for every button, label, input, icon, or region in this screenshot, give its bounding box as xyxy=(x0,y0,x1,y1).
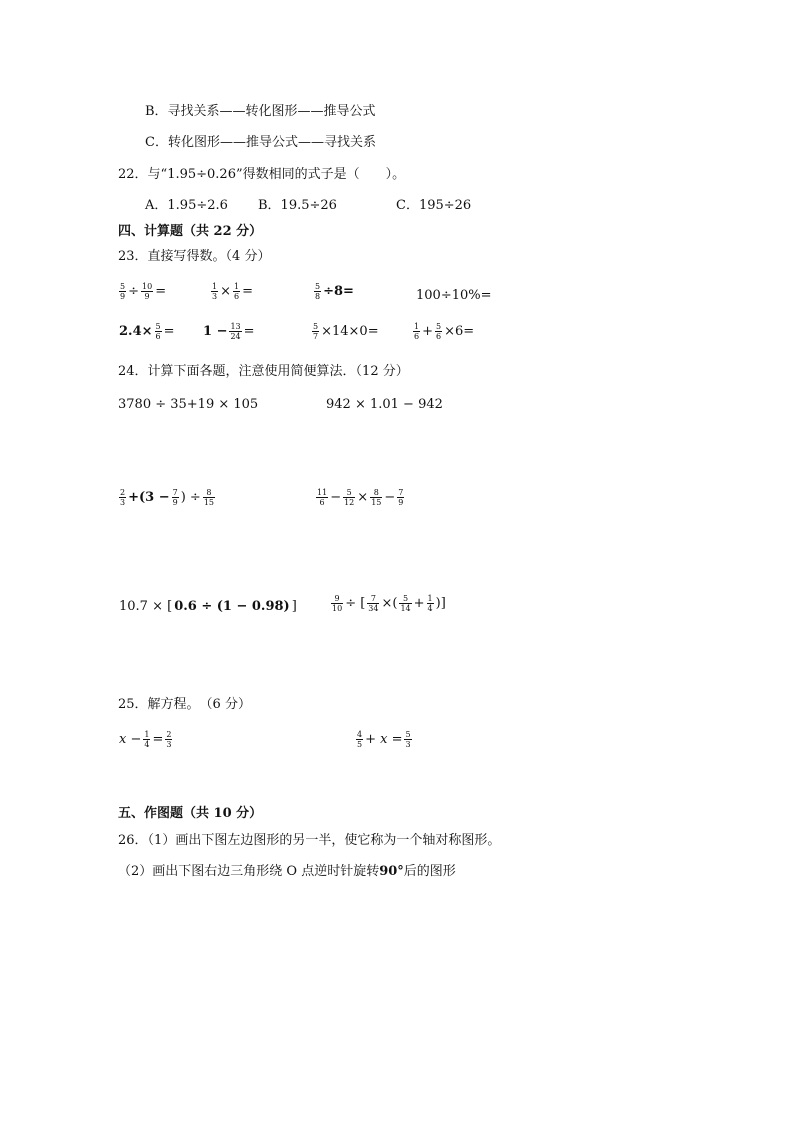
q23-item-1: $\frac{5}{9}$ ÷ $\frac{10}{9}$ = xyxy=(120,282,167,301)
q23-item-4: 100÷10%= xyxy=(416,288,492,303)
q24-expr-5: 10.7 × [ 0.6 ÷ (1 − 0.98) ] xyxy=(119,599,297,614)
q22-option-b: B．19.5÷26 xyxy=(258,198,337,213)
q21-option-c: C．转化图形——推导公式——寻找关系 xyxy=(145,135,376,150)
q23-stem: 23．直接写得数。（4 分） xyxy=(118,249,271,264)
q22-option-a: A．1.95÷2.6 xyxy=(145,198,228,213)
q22-stem: 22．与“1.95÷0.26”得数相同的式子是（ ）。 xyxy=(118,167,406,182)
q23-item-3: $\frac{5}{8}$ ÷8= xyxy=(315,282,354,301)
q21-option-b: B．寻找关系——转化图形——推导公式 xyxy=(145,104,376,119)
q25-equation-1: x − $\frac{1}{4}$ = $\frac{2}{3}$ xyxy=(119,730,172,749)
q25-stem: 25．解方程。 （6 分） xyxy=(118,697,251,712)
q24-expr-2: 942 × 1.01 − 942 xyxy=(326,397,443,412)
q23-item-7: $\frac{5}{7}$ ×14×0= xyxy=(313,322,379,341)
q24-expr-6: $\frac{9}{10}$ ÷ [ $\frac{7}{34}$ ×( $\frac{5}{14}$ + $\frac{1}{4}$ )] xyxy=(332,594,446,613)
q24-expr-1: 3780 ÷ 35+19 × 105 xyxy=(118,397,259,412)
q26-part-2: （2）画出下图右边三角形绕 O 点逆时针旋转90°后的图形 xyxy=(118,864,456,879)
q26-part-1: 26．（1）画出下图左边图形的另一半，使它称为一个轴对称图形。 xyxy=(118,833,501,848)
q23-item-6: 1 − $\frac{13}{24}$ = xyxy=(203,322,255,341)
q23-item-2: $\frac{1}{3}$ × $\frac{1}{6}$ = xyxy=(212,282,253,301)
q25-equation-2: $\frac{4}{5}$ + x = $\frac{5}{3}$ xyxy=(357,730,411,749)
q24-expr-4: $\frac{11}{6}$ − $\frac{5}{12}$ × $\frac{8}{15}$ − $\frac{7}{9}$ xyxy=(317,488,404,507)
q23-item-5: 2.4× $\frac{5}{6}$ = xyxy=(119,322,175,341)
q22-option-c: C．195÷26 xyxy=(396,198,472,213)
q24-expr-3: $\frac{2}{3}$ +(3 − $\frac{7}{9}$ ) ÷ $\frac{8}{15}$ xyxy=(120,488,214,507)
q23-item-8: $\frac{1}{6}$ + $\frac{5}{6}$ ×6= xyxy=(414,322,475,341)
section-4-heading: 四、计算题（共 22 分） xyxy=(118,224,263,239)
section-5-heading: 五、作图题（共 10 分） xyxy=(118,806,263,821)
q24-stem: 24．计算下面各题，注意使用简便算法．（12 分） xyxy=(118,364,409,379)
